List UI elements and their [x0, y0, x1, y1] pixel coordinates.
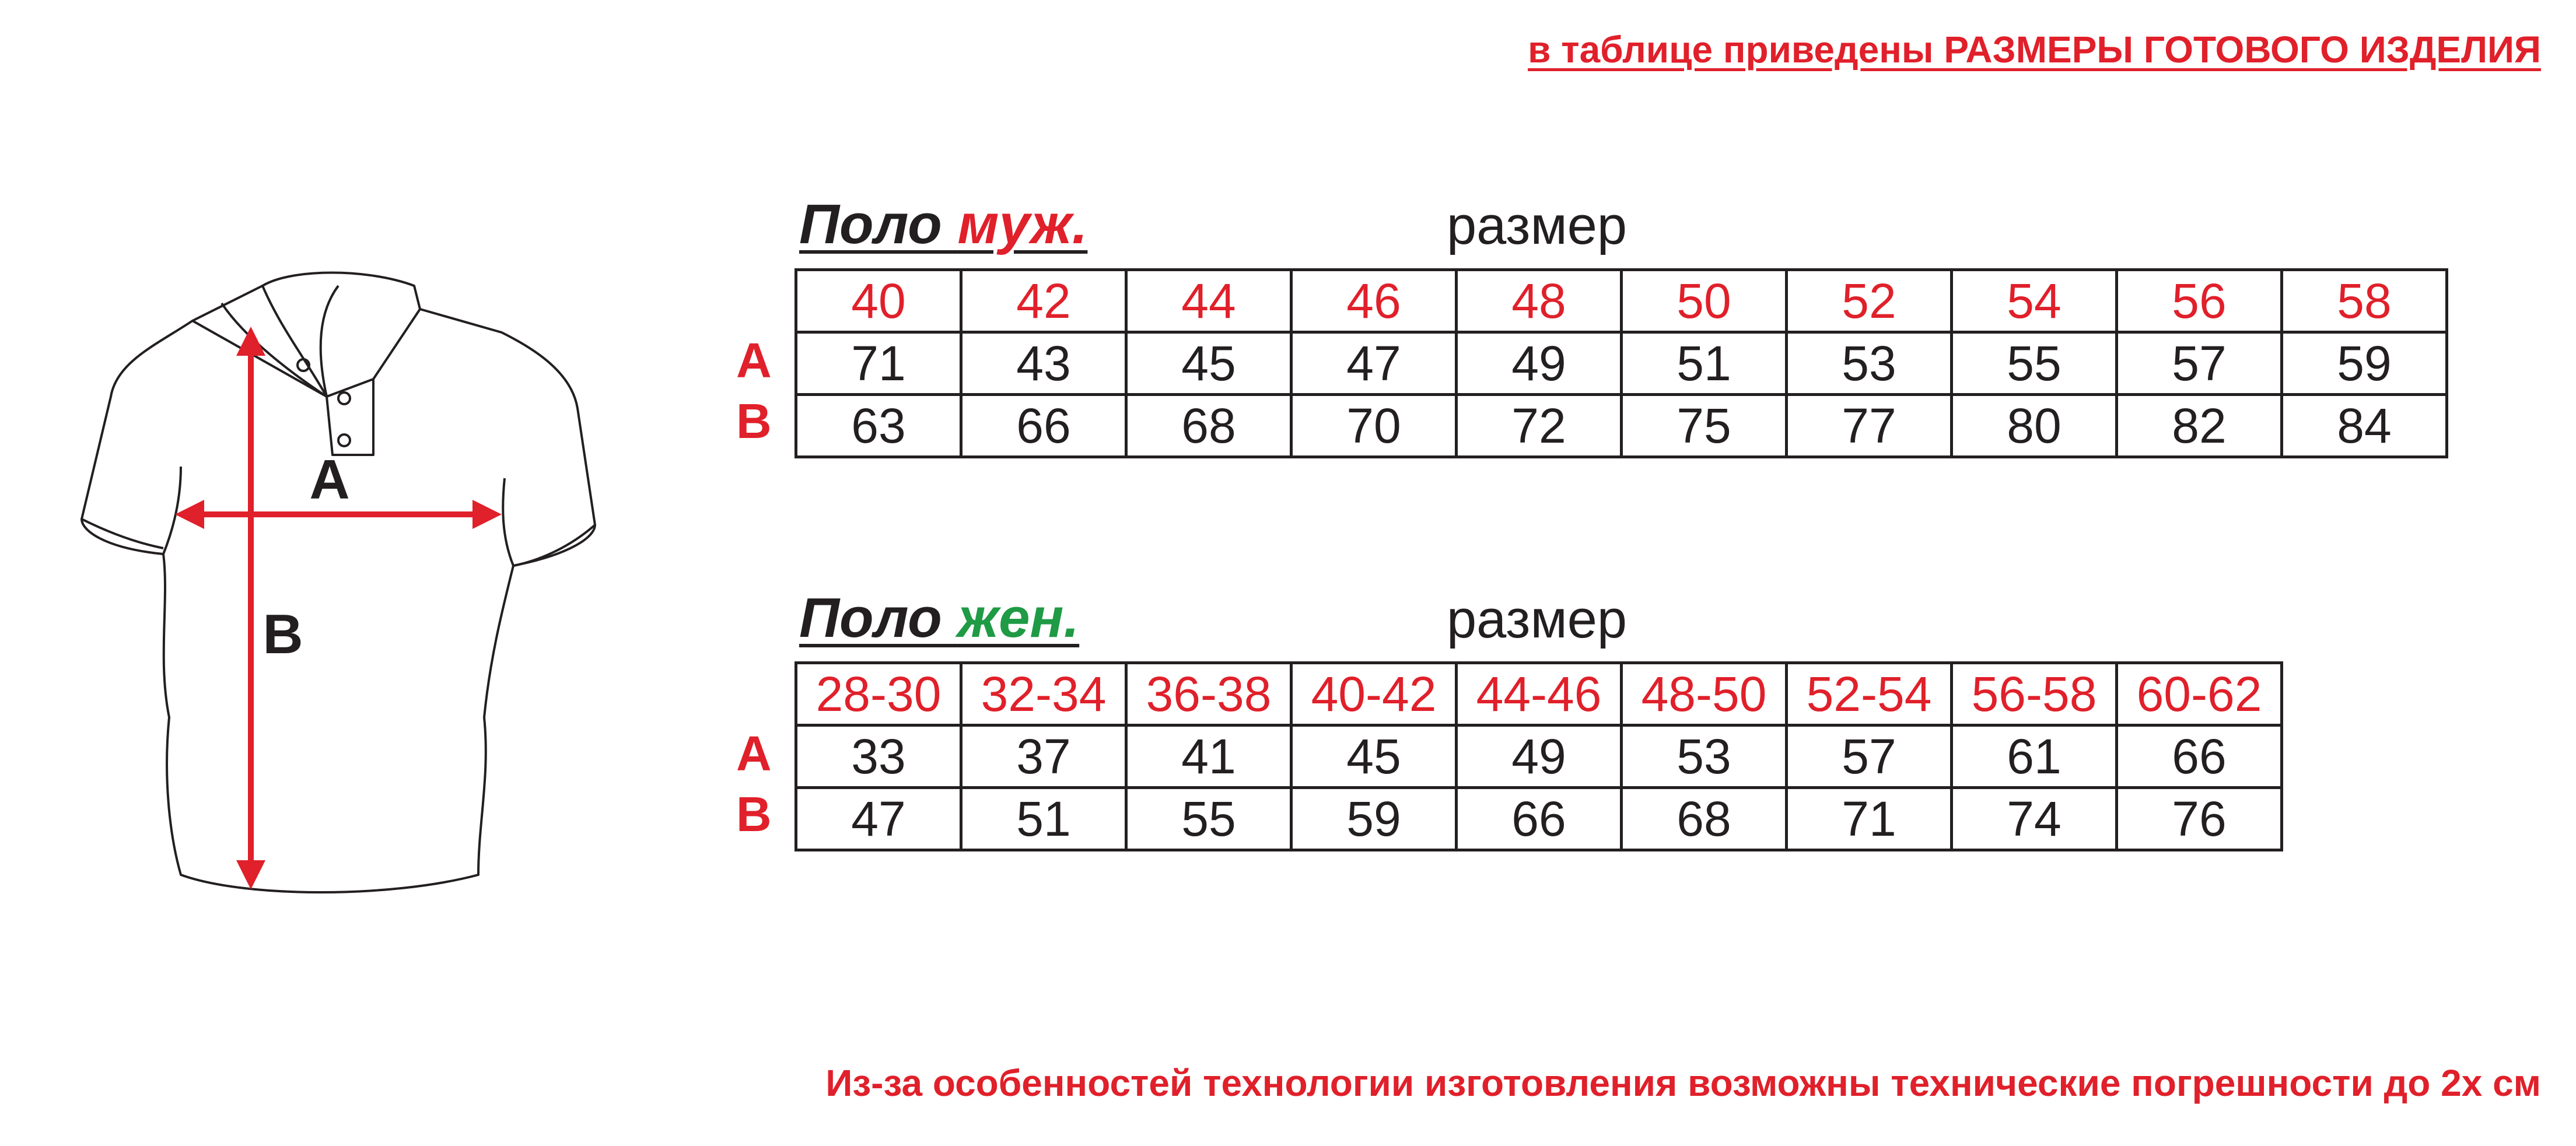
women-size-cell: 28-30 — [796, 663, 961, 726]
women-row-a-label: A — [736, 726, 772, 781]
men-a-cell: 45 — [1126, 332, 1292, 395]
measurement-arrows — [181, 332, 496, 884]
label-b: B — [262, 603, 303, 665]
men-b-cell: 77 — [1787, 395, 1952, 457]
women-b-cell: 55 — [1126, 788, 1292, 850]
women-size-caption: размер — [1447, 590, 1628, 649]
women-b-cell: 71 — [1787, 788, 1952, 850]
men-b-cell: 72 — [1457, 395, 1622, 457]
women-section-title — [799, 586, 1079, 650]
men-size-caption: размер — [1447, 196, 1628, 255]
men-a-cell: 49 — [1457, 332, 1622, 395]
women-b-cell: 74 — [1952, 788, 2117, 850]
women-a-cell: 53 — [1622, 726, 1787, 788]
finished-size-notice: в таблице приведены РАЗМЕРЫ ГОТОВОГО ИЗДЕЛИЯ — [1528, 29, 2541, 71]
women-a-cell: 57 — [1787, 726, 1952, 788]
women-a-cell: 33 — [796, 726, 961, 788]
women-b-cell: 68 — [1622, 788, 1787, 850]
women-size-cell: 52-54 — [1787, 663, 1952, 726]
men-a-cell: 43 — [961, 332, 1126, 395]
men-b-cell: 70 — [1292, 395, 1457, 457]
men-b-cell: 84 — [2282, 395, 2447, 457]
men-a-cell: 53 — [1787, 332, 1952, 395]
men-size-cell: 56 — [2117, 270, 2282, 332]
women-a-cell: 66 — [2117, 726, 2282, 788]
men-b-cell: 68 — [1126, 395, 1292, 457]
men-size-cell: 58 — [2282, 270, 2447, 332]
women-b-cell: 59 — [1292, 788, 1457, 850]
women-a-cell: 49 — [1457, 726, 1622, 788]
men-size-cell: 44 — [1126, 270, 1292, 332]
men-size-cell: 48 — [1457, 270, 1622, 332]
men-a-cell: 51 — [1622, 332, 1787, 395]
men-a-cell: 55 — [1952, 332, 2117, 395]
men-b-row — [796, 395, 2447, 457]
women-size-cell: 36-38 — [1126, 663, 1292, 726]
shirt-outline — [82, 273, 595, 893]
men-section-title — [799, 192, 1087, 257]
men-size-cell: 52 — [1787, 270, 1952, 332]
men-title-base: Поло — [799, 193, 958, 255]
label-a: A — [309, 448, 350, 511]
women-size-cell: 56-58 — [1952, 663, 2117, 726]
women-size-cell: 40-42 — [1292, 663, 1457, 726]
men-b-cell: 80 — [1952, 395, 2117, 457]
men-a-row — [796, 332, 2447, 395]
men-size-cell: 50 — [1622, 270, 1787, 332]
men-size-table — [794, 268, 2448, 458]
women-b-row — [796, 788, 2282, 850]
women-a-cell: 37 — [961, 726, 1126, 788]
men-size-cell: 54 — [1952, 270, 2117, 332]
men-size-cell: 42 — [961, 270, 1126, 332]
men-a-cell: 57 — [2117, 332, 2282, 395]
women-size-table — [794, 661, 2283, 851]
men-b-cell: 75 — [1622, 395, 1787, 457]
polo-shirt-diagram — [70, 251, 630, 916]
women-a-cell: 41 — [1126, 726, 1292, 788]
men-row-a-label: A — [736, 333, 772, 388]
men-b-cell: 66 — [961, 395, 1126, 457]
men-title-gender: муж. — [957, 193, 1088, 255]
women-a-row — [796, 726, 2282, 788]
men-b-cell: 82 — [2117, 395, 2282, 457]
women-size-cell: 44-46 — [1457, 663, 1622, 726]
women-size-cell: 32-34 — [961, 663, 1126, 726]
men-a-cell: 47 — [1292, 332, 1457, 395]
men-size-cell: 40 — [796, 270, 961, 332]
women-b-cell: 66 — [1457, 788, 1622, 850]
men-a-cell: 71 — [796, 332, 961, 395]
men-b-cell: 63 — [796, 395, 961, 457]
men-sizes-row — [796, 270, 2447, 332]
women-row-b-label: B — [736, 787, 772, 842]
women-size-cell: 60-62 — [2117, 663, 2282, 726]
tolerance-note: Из-за особенностей технологии изготовления возможны технические погрешности до 2х см — [825, 1062, 2541, 1104]
women-b-cell: 47 — [796, 788, 961, 850]
men-a-cell: 59 — [2282, 332, 2447, 395]
women-b-cell: 51 — [961, 788, 1126, 850]
women-size-cell: 48-50 — [1622, 663, 1787, 726]
women-a-cell: 61 — [1952, 726, 2117, 788]
men-size-cell: 46 — [1292, 270, 1457, 332]
women-a-cell: 45 — [1292, 726, 1457, 788]
women-title-base: Поло — [799, 587, 958, 649]
women-sizes-row — [796, 663, 2282, 726]
men-row-b-label: B — [736, 394, 772, 448]
women-title-gender: жен. — [957, 587, 1080, 649]
women-b-cell: 76 — [2117, 788, 2282, 850]
